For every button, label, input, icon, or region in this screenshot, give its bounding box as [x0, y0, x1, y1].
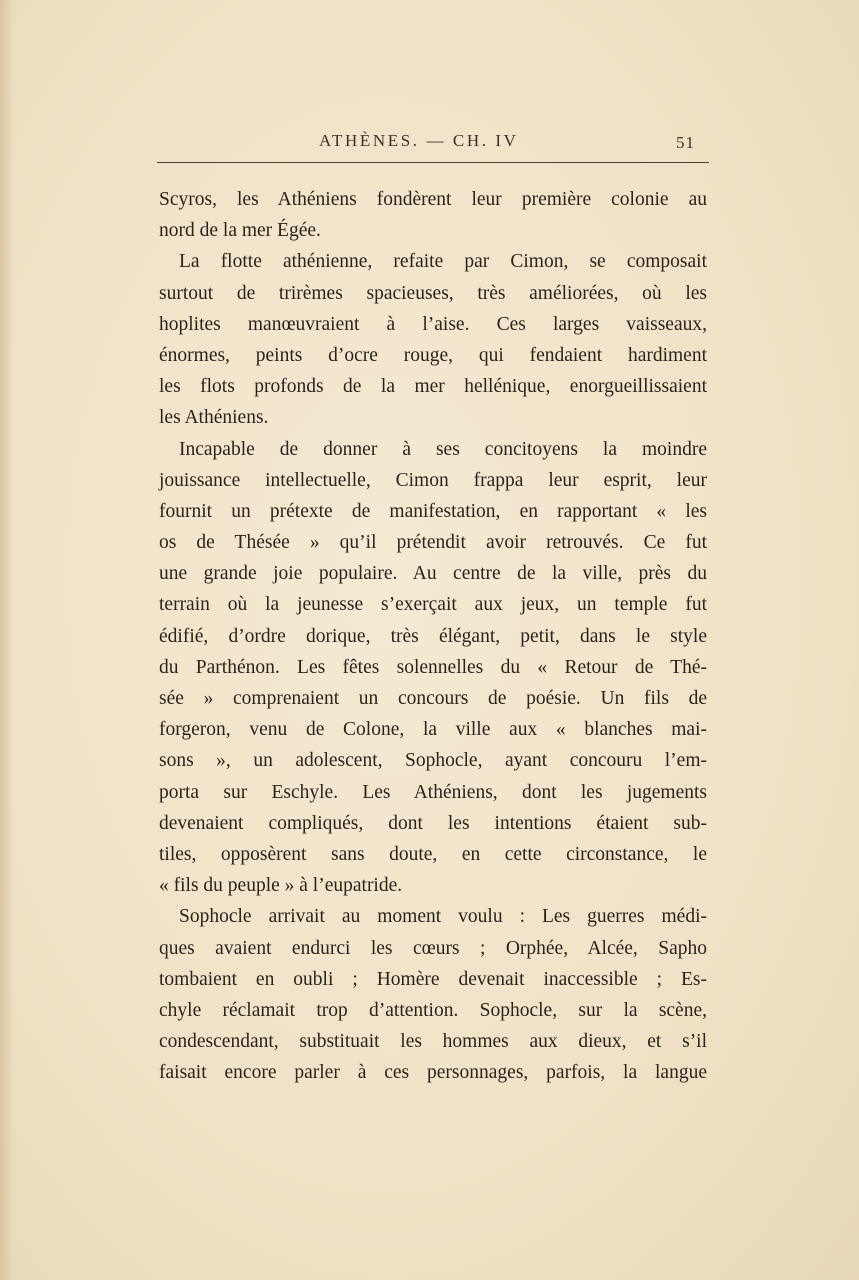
text-line: condescendant, substituait les hommes aux dieux, et s’il — [159, 1031, 707, 1053]
text-line: faisait encore parler à ces personnages, parfois, la langue — [159, 1062, 707, 1084]
page-number: 51 — [676, 133, 695, 152]
text-line: porta sur Eschyle. Les Athéniens, dont les jugements — [159, 781, 707, 803]
text-line: La flotte athénienne, refaite par Cimon, se composait — [179, 251, 707, 273]
text-line: les flots profonds de la mer hellénique, enorgueillissaient — [159, 376, 707, 398]
text-line: devenaient compliqués, dont les intentions étaient sub- — [159, 812, 707, 834]
text-line: édifié, d’ordre dorique, très élégant, petit, dans le style — [159, 625, 707, 647]
text-line: une grande joie populaire. Au centre de la ville, près du — [159, 563, 707, 585]
text-line: terrain où la jeunesse s’exerçait aux jeux, un temple fut — [159, 594, 707, 616]
text-line: forgeron, venu de Colone, la ville aux « blanches mai- — [159, 719, 707, 741]
text-line: hoplites manœuvraient à l’aise. Ces larges vaisseaux, — [159, 313, 707, 335]
text-line: jouissance intellectuelle, Cimon frappa leur esprit, leur — [159, 469, 707, 491]
text-line: ques avaient endurci les cœurs ; Orphée, Alcée, Sapho — [159, 937, 707, 959]
text-line: les Athéniens. — [159, 407, 269, 429]
text-line: tombaient en oubli ; Homère devenait inaccessible ; Es- — [159, 968, 707, 990]
text-line: Sophocle arrivait au moment voulu : Les guerres médi- — [179, 906, 707, 928]
running-head — [159, 127, 709, 157]
text-line: os de Thésée » qu’il prétendit avoir retrouvés. Ce fut — [159, 532, 707, 554]
text-line: surtout de trirèmes spacieuses, très améliorées, où les — [159, 282, 707, 304]
text-line: Scyros, les Athéniens fondèrent leur première colonie au — [159, 189, 707, 210]
text-line: du Parthénon. Les fêtes solennelles du « Retour de Thé- — [159, 656, 707, 678]
text-line: sée » comprenaient un concours de poésie. Un fils de — [159, 688, 707, 709]
text-line: « fils du peuple » à l’eupatride. — [159, 875, 403, 897]
header-rule — [157, 162, 709, 163]
text-line: énormes, peints d’ocre rouge, qui fendaient hardiment — [159, 344, 707, 366]
text-line: nord de la mer Égée. — [159, 220, 321, 242]
text-line: tiles, opposèrent sans doute, en cette circonstance, le — [159, 843, 707, 865]
text-line: chyle réclamait trop d’attention. Sophocle, sur la scène, — [159, 999, 707, 1021]
page-edge-shadow — [0, 0, 14, 1280]
text-line: fournit un prétexte de manifestation, en rapportant « les — [159, 500, 707, 522]
text-line: sons », un adolescent, Sophocle, ayant concouru l’em- — [159, 750, 707, 772]
running-head-title: ATHÈNES. — CH. IV — [319, 131, 519, 150]
text-line: Incapable de donner à ses concitoyens la moindre — [179, 438, 707, 460]
body-text — [159, 184, 707, 1088]
